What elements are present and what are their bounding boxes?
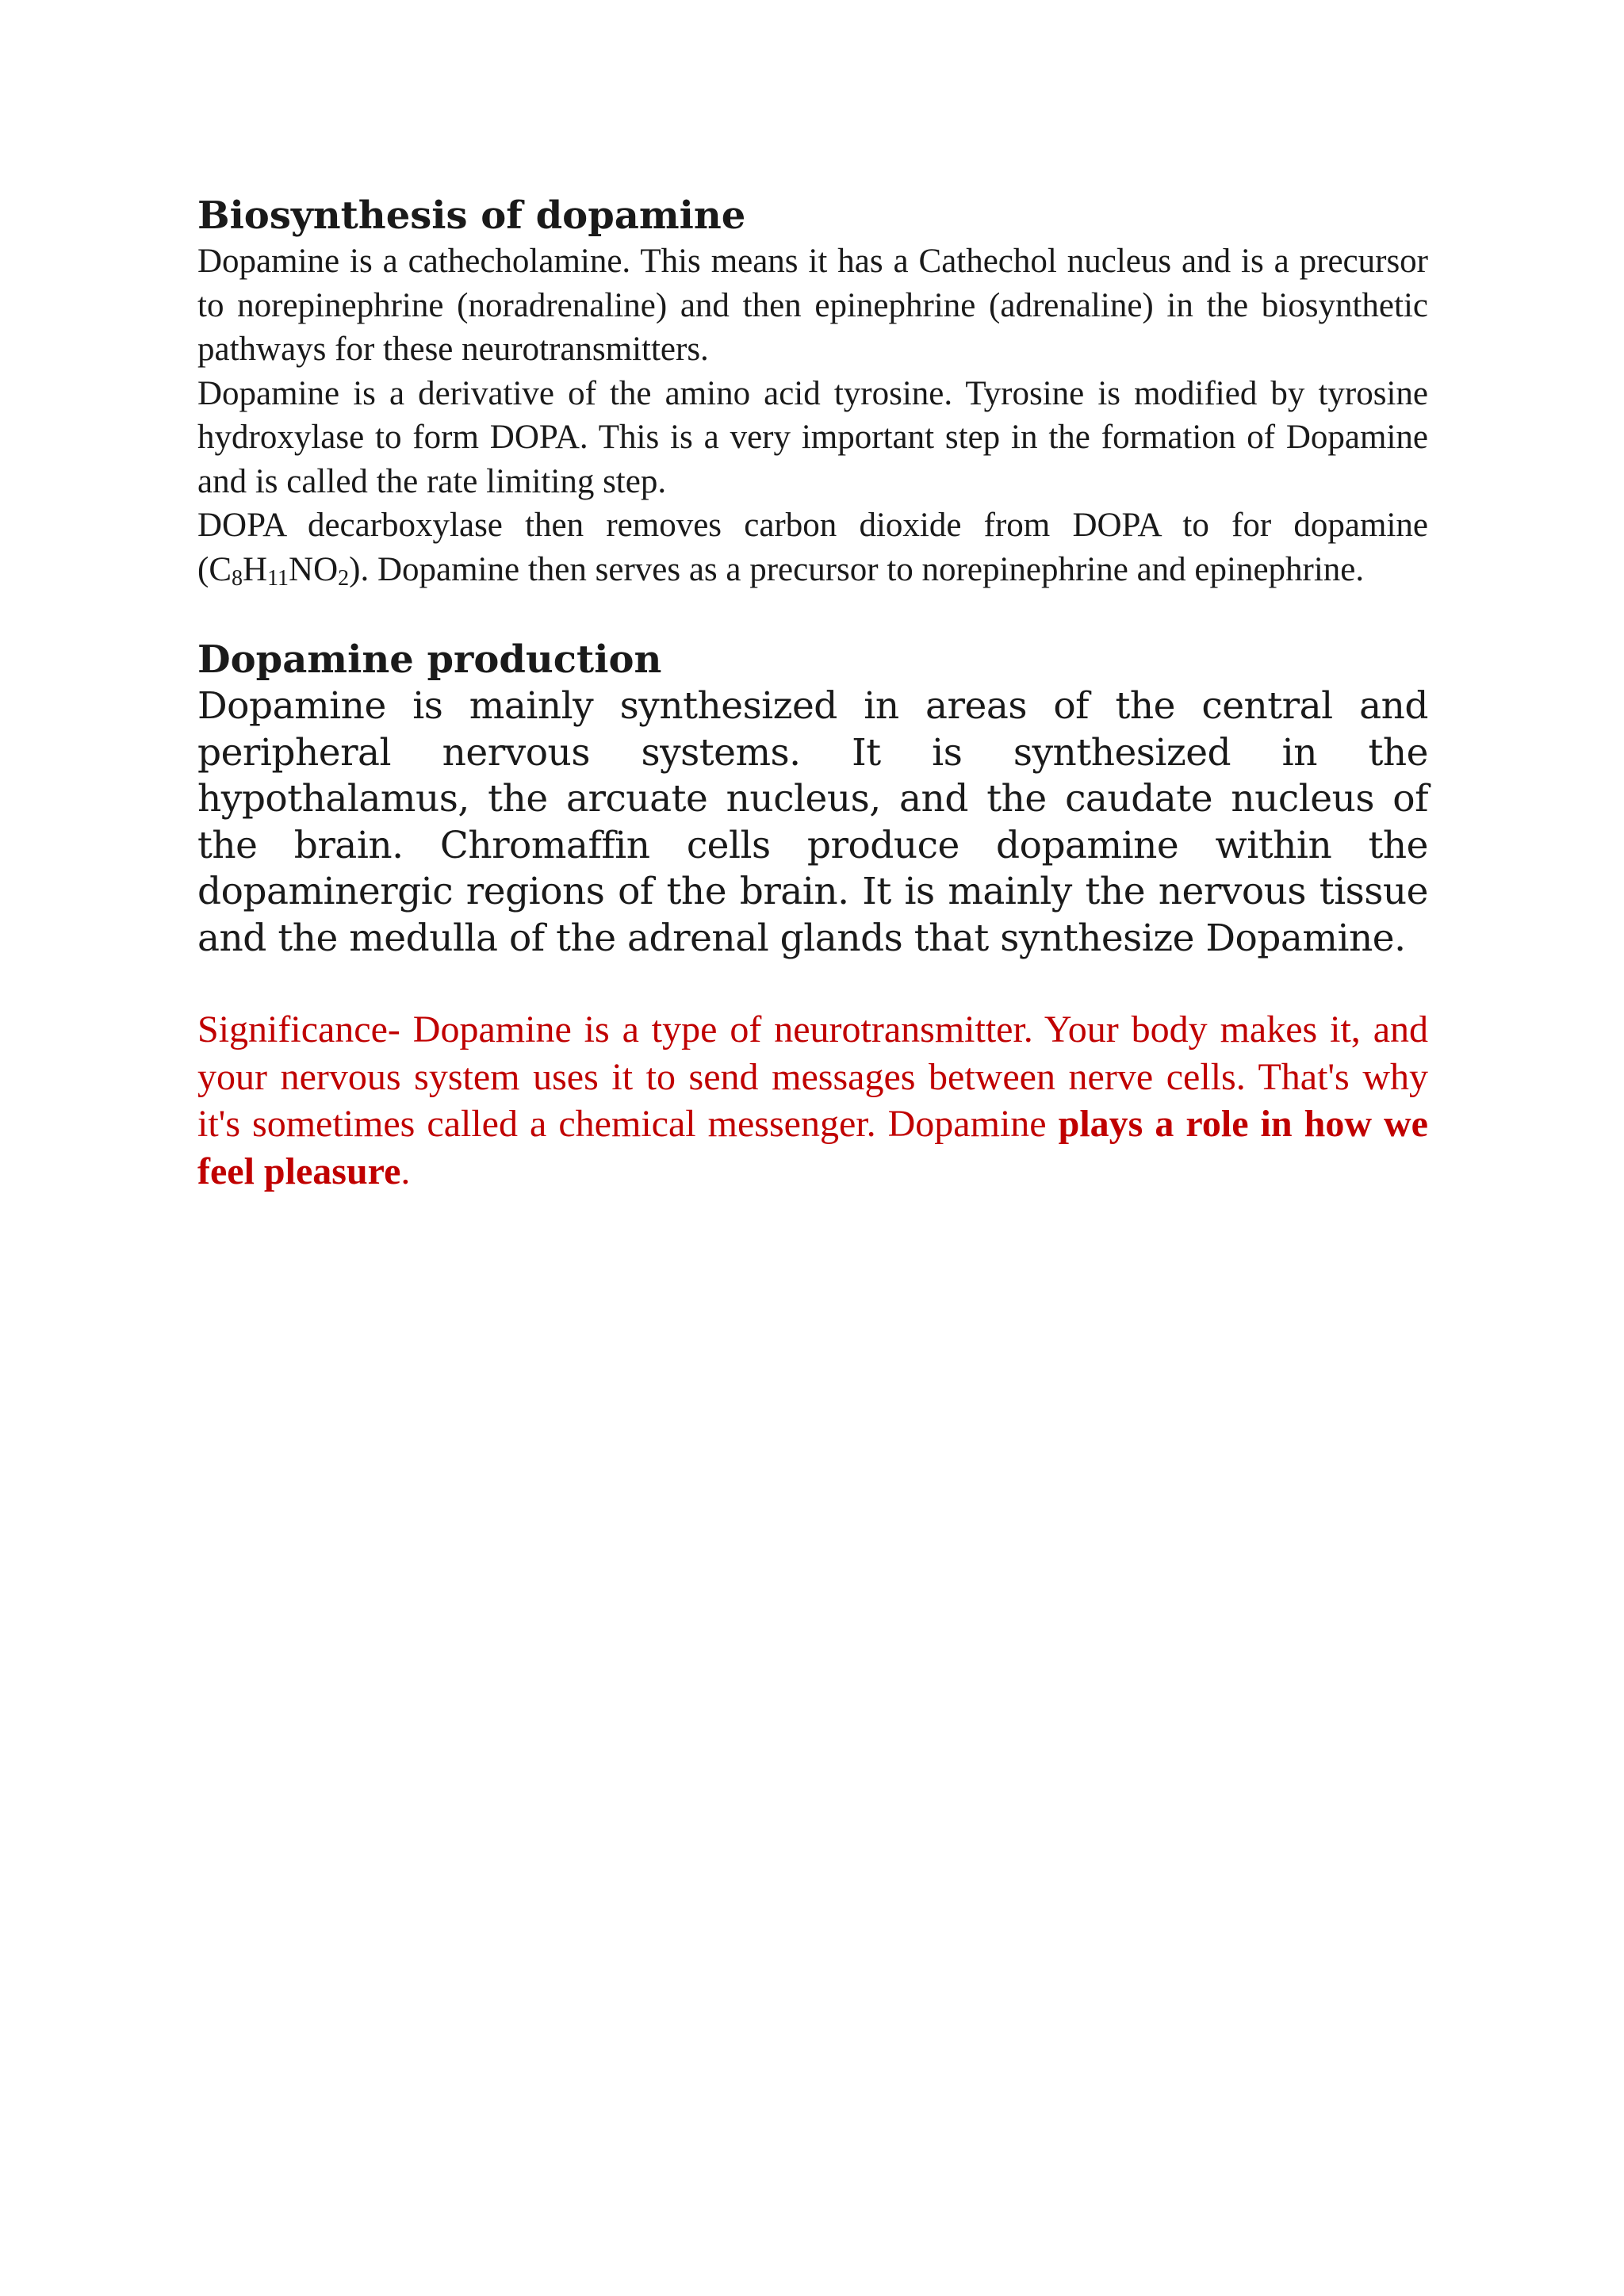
paragraph-cathecholamine: Dopamine is a cathecholamine. This means it has a Cathechol nucleus and is a precursor to norepinephrine (noradrenaline) and then epinephrine (adrenaline) in the biosynthetic pathways for these neurotransmitters. xyxy=(197,243,1428,368)
paragraph-dopa-text-before: DOPA decarboxylase then removes carbon dioxide from DOPA to for dopamine ( xyxy=(197,507,1428,588)
formula-subscript-h: 11 xyxy=(267,565,289,591)
paragraph-significance xyxy=(197,1006,1428,1195)
paragraph-production: Dopamine is mainly synthesized in areas of the central and peripheral nervous systems. It is synthesized in the hypothalamus, the arcuate nucleus, and the caudate nucleus of the brain. Chromaffin cells produce dopamine within the dopaminergic regions of the brain. It is mainly the nervous tissue and the medulla of the adrenal glands that synthesize Dopamine. xyxy=(197,684,1428,960)
formula-subscript-c: 8 xyxy=(232,565,243,591)
significance-bold-text: plays a role in how we feel pleasure xyxy=(197,1103,1428,1192)
section-heading-biosynthesis: Biosynthesis of dopamine xyxy=(197,193,746,238)
formula-element-h: H xyxy=(243,550,268,588)
section-heading-production: Dopamine production xyxy=(197,637,662,682)
paragraph-dopa-text-after: ). Dopamine then serves as a precursor to norepinephrine and epinephrine. xyxy=(349,550,1365,588)
formula-element-c: C xyxy=(209,550,232,588)
document-content xyxy=(197,192,1428,1195)
paragraph-dopa-decarboxylase xyxy=(197,503,1428,591)
paragraph-tyrosine: Dopamine is a derivative of the amino acid tyrosine. Tyrosine is modified by tyrosine hydroxylase to form DOPA. This is a very important step in the formation of Dopamine and is called the rate limiting step. xyxy=(197,374,1428,500)
chemical-formula xyxy=(209,550,350,591)
formula-element-no: NO xyxy=(289,550,339,588)
significance-text: Significance- Dopamine is a type of neurotransmitter. Your body makes it, and your nervous system uses it to send messages between nerve cells. That's why it's sometimes called a chemical messenger. Dopamine xyxy=(197,1008,1428,1145)
significance-period: . xyxy=(400,1150,411,1192)
formula-subscript-no: 2 xyxy=(338,565,350,591)
